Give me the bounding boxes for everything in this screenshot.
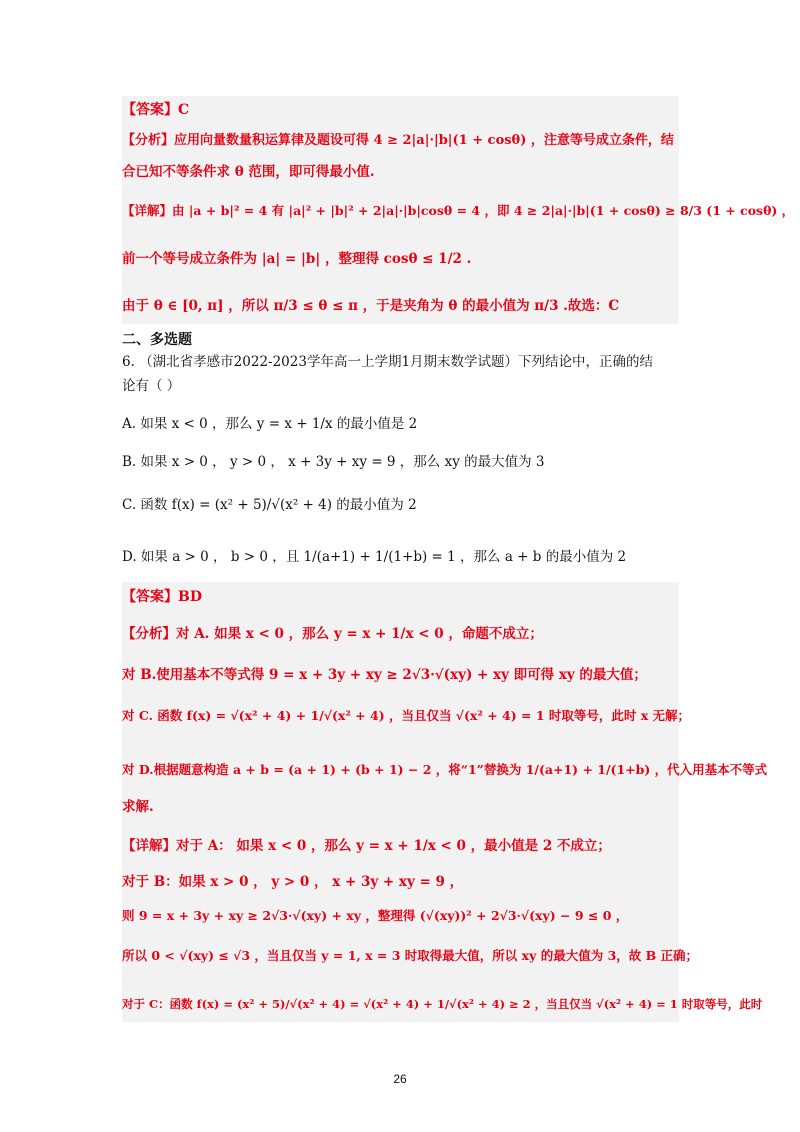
q6-analysis-line-5: 求解. [122,799,154,815]
q6-stem-line-2: 论有（ ） [122,378,181,394]
q5-detail-line-2: 前一个等号成立条件为 |a| = |b| ，整理得 cosθ ≤ 1/2 . [122,251,472,267]
q6-detail-line-1: 【详解】对于 A： 如果 x < 0 ，那么 y = x + 1/x < 0 ，最小值是 2 不成立； [122,838,611,854]
q6-analysis-line-3: 对 C. 函数 f(x) = √(x² + 4) + 1/√(x² + 4) ，当且仅当 √(x² + 4) = 1 时取等号，此时 x 无解； [122,708,691,723]
q5-detail-line-1: 【详解】由 |a + b|² = 4 有 |a|² + |b|² + 2|a|·|b|cosθ = 4 ，即 4 ≥ 2|a|·|b|(1 + cosθ) ≥ 8/3 (1 + cosθ) ， [122,203,795,218]
section-title: 二、多选题 [122,332,192,348]
q5-answer: 【答案】C [122,102,190,118]
q5-analysis-line-2: 合已知不等条件求 θ 范围，即可得最小值. [122,164,375,180]
q6-stem-line-1: 6. （湖北省孝感市2022-2023学年高一上学期1月期末数学试题）下列结论中，正确的结 [122,354,654,370]
q6-option-a: A. 如果 x < 0 ，那么 y = x + 1/x 的最小值是 2 [122,416,418,432]
q6-detail-line-2: 对于 B：如果 x > 0 ， y > 0 ， x + 3y + xy = 9 ， [122,874,464,890]
q6-option-d: D. 如果 a > 0 ， b > 0 ，且 1/(a+1) + 1/(1+b) = 1 ，那么 a + b 的最小值为 2 [122,549,627,565]
q5-analysis-line-1: 【分析】应用向量数量积运算律及题设可得 4 ≥ 2|a|·|b|(1 + cosθ) ，注意等号成立条件，结 [122,133,674,148]
q6-option-c: C. 函数 f(x) = (x² + 5)/√(x² + 4) 的最小值为 2 [122,497,417,513]
q6-detail-line-5: 对于 C：函数 f(x) = (x² + 5)/√(x² + 4) = √(x² + 4) + 1/√(x² + 4) ≥ 2 ，当且仅当 √(x² + 4) = 1 时取等号，此时 [122,997,763,1011]
q6-analysis-line-2: 对 B.使用基本不等式得 9 = x + 3y + xy ≥ 2√3·√(xy) + xy 即可得 xy 的最大值； [122,667,647,683]
q6-analysis-line-1: 【分析】对 A. 如果 x < 0 ，那么 y = x + 1/x < 0 ，命题不成立； [122,626,543,642]
q5-detail-line-3: 由于 θ ∈ [0, π] ，所以 π/3 ≤ θ ≤ π ，于是夹角为 θ 的最小值为 π/3 .故选：C [122,298,620,314]
page-number: 26 [393,1072,407,1086]
q6-detail-line-3: 则 9 = x + 3y + xy ≥ 2√3·√(xy) + xy ，整理得 (√(xy))² + 2√3·√(xy) − 9 ≤ 0 ， [122,908,629,923]
q6-detail-line-4: 所以 0 < √(xy) ≤ √3 ，当且仅当 y = 1, x = 3 时取得最大值，所以 xy 的最大值为 3，故 B 正确； [122,948,699,963]
q6-analysis-line-4: 对 D.根据题意构造 a + b = (a + 1) + (b + 1) − 2 ，将“1”替换为 1/(a+1) + 1/(1+b) ，代入用基本不等式 [122,762,768,777]
q6-answer: 【答案】BD [122,589,202,605]
q6-option-b: B. 如果 x > 0 ， y > 0 ， x + 3y + xy = 9 ，那么 xy 的最大值为 3 [122,454,545,470]
